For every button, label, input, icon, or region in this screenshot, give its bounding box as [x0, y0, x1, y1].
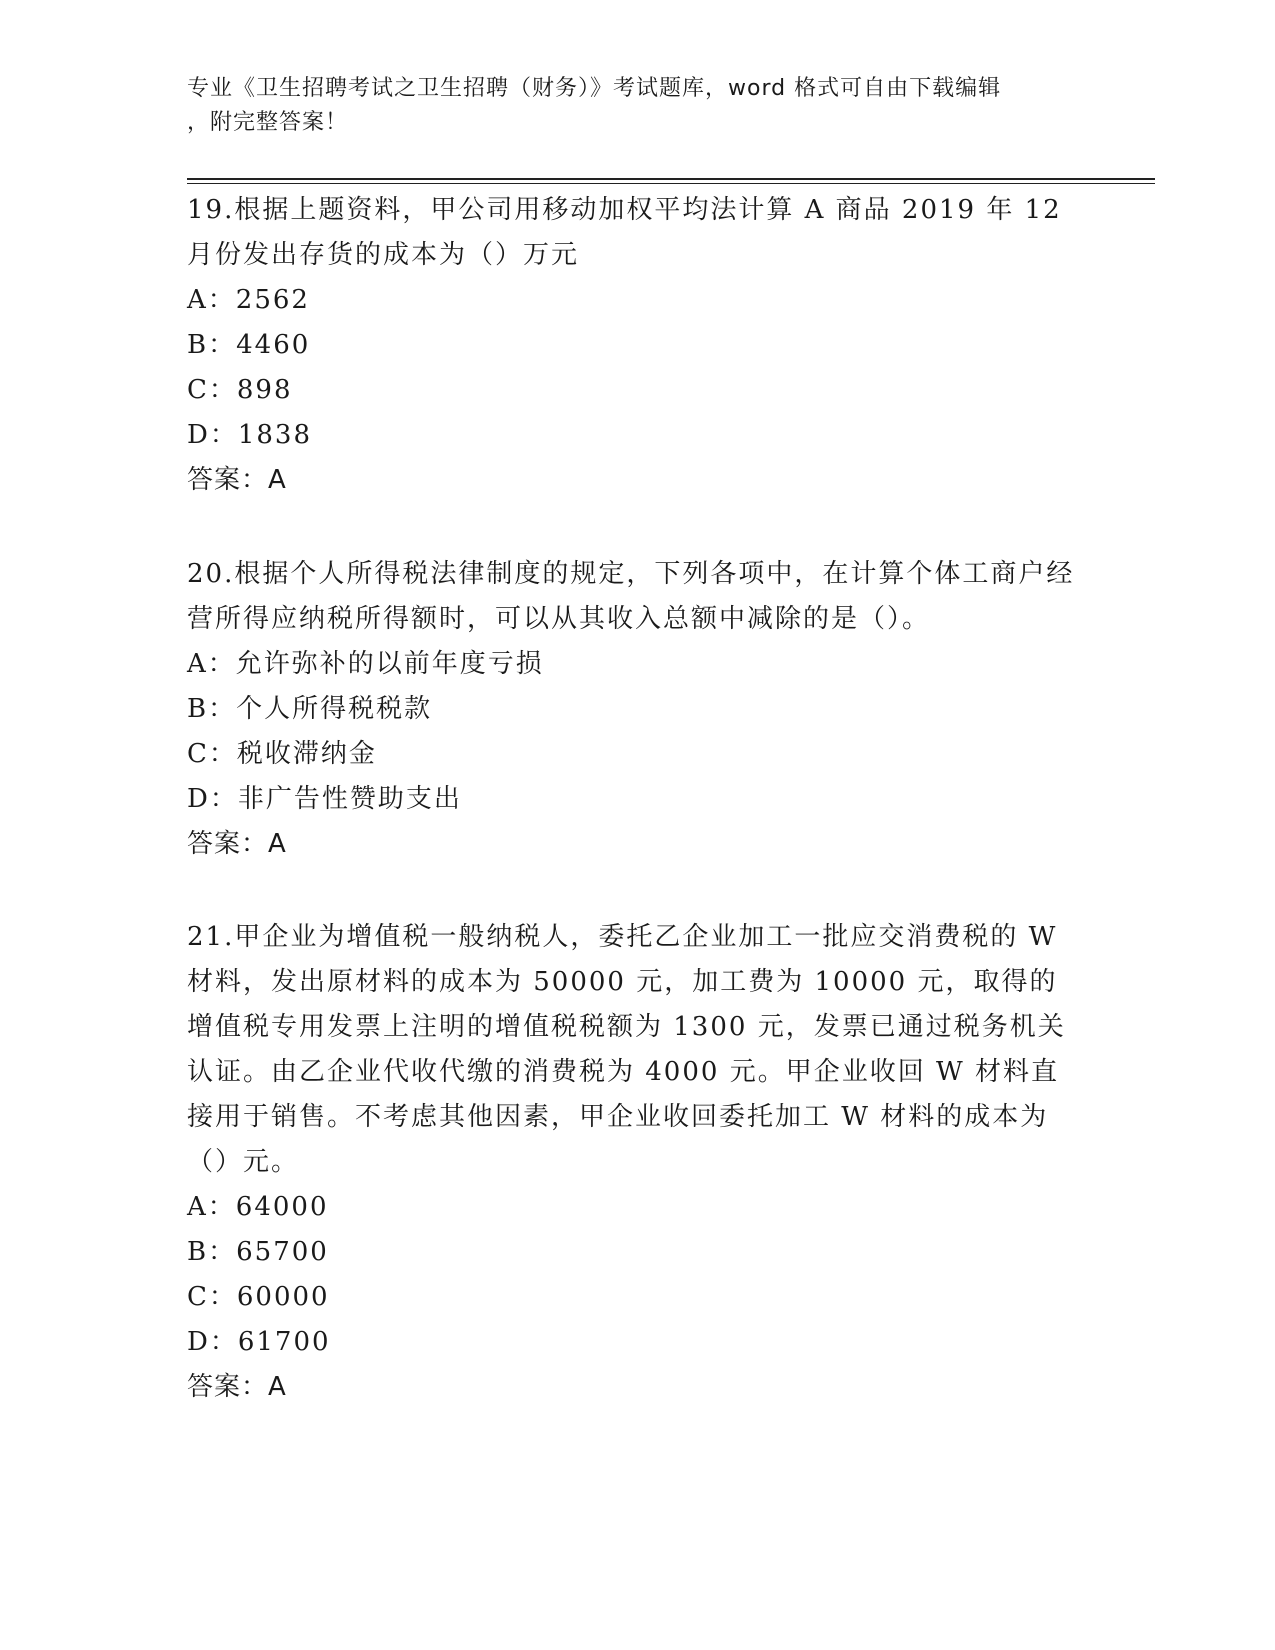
- header-line-1: 专业《卫生招聘考试之卫生招聘（财务）》考试题库，word 格式可自由下载编辑: [187, 76, 1002, 101]
- answer-label: 答案：A: [187, 829, 287, 859]
- option-b: B：个人所得税税款: [187, 694, 433, 724]
- question-19: [187, 188, 1077, 503]
- answer-label: 答案：A: [187, 465, 287, 495]
- option-b: B：65700: [187, 1237, 329, 1267]
- option-c: C：税收滞纳金: [187, 739, 377, 769]
- header-line-2: ，附完整答案！: [187, 110, 349, 135]
- document-header: [187, 72, 1077, 140]
- option-c: C：898: [187, 375, 293, 405]
- option-d: D：非广告性赞助支出: [187, 784, 462, 814]
- header-divider: [187, 178, 1155, 184]
- question-stem: 19.根据上题资料，甲公司用移动加权平均法计算 A 商品 2019 年 12 月份发出存货的成本为（）万元: [187, 195, 1062, 270]
- question-21: [187, 915, 1077, 1410]
- option-c: C：60000: [187, 1282, 330, 1312]
- option-a: A：64000: [187, 1192, 329, 1222]
- option-b: B：4460: [187, 330, 311, 360]
- option-d: D：61700: [187, 1327, 331, 1357]
- answer-label: 答案：A: [187, 1372, 287, 1402]
- question-stem: 21.甲企业为增值税一般纳税人，委托乙企业加工一批应交消费税的 W 材料，发出原材料的成本为 50000 元，加工费为 10000 元，取得的增值税专用发票上注明的增值税税额为 1300 元，发票已通过税务机关认证。由乙企业代收代缴的消费税为 4000 元。甲企业收回 W 材料直接用于销售。不考虑其他因素，甲企业收回委托加工 W 材料的成本为（）元。: [187, 922, 1066, 1177]
- question-20: [187, 552, 1077, 867]
- option-a: A：允许弥补的以前年度亏损: [187, 649, 544, 679]
- option-a: A：2562: [187, 285, 310, 315]
- option-d: D：1838: [187, 420, 313, 450]
- question-stem: 20.根据个人所得税法律制度的规定，下列各项中，在计算个体工商户经营所得应纳税所得额时，可以从其收入总额中减除的是（）。: [187, 559, 1075, 634]
